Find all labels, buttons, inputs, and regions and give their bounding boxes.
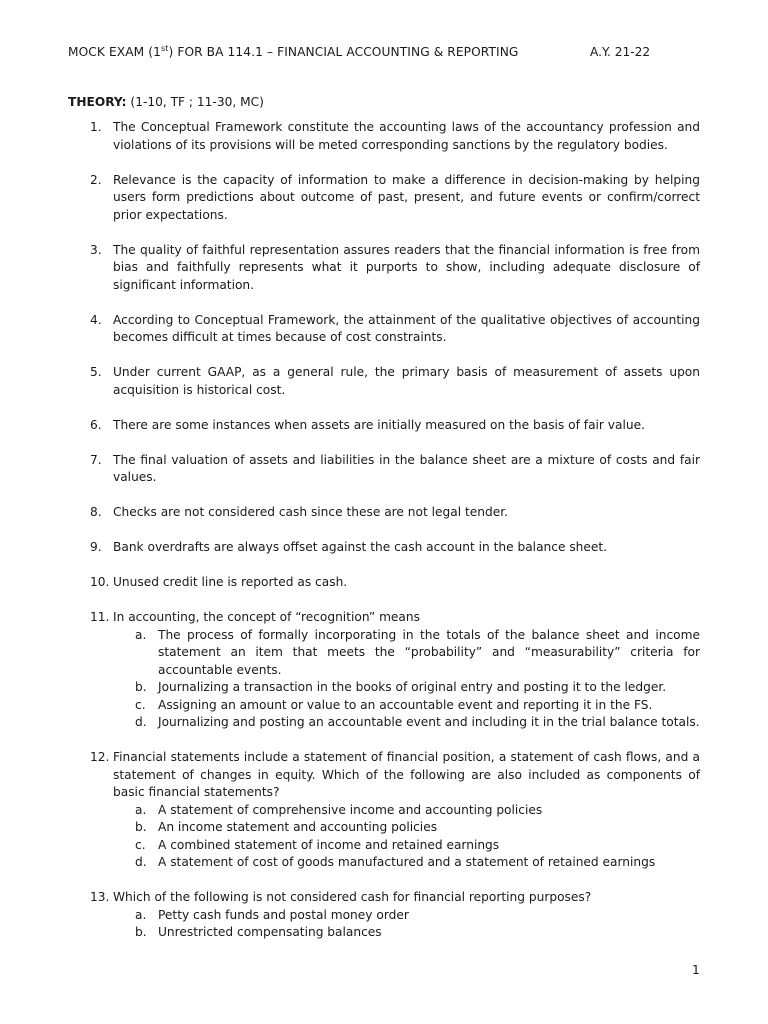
question-text: Relevance is the capacity of information to make a difference in decision-making by helping users form predictions about outcome of past, present, and future events or confirm/correct prior expectations.	[113, 172, 700, 222]
option-text: A combined statement of income and retained earnings	[158, 837, 500, 852]
question-item	[68, 119, 700, 154]
question-item	[68, 889, 700, 942]
question-number: 3.	[90, 242, 102, 257]
question-number: 5.	[90, 365, 102, 379]
question-item	[68, 312, 700, 347]
question-text: Which of the following is not considered cash for financial reporting purposes?	[113, 890, 592, 904]
question-item	[68, 417, 700, 435]
option-letter: a.	[135, 627, 147, 642]
option-letter: c.	[135, 837, 146, 852]
option-item	[113, 802, 700, 820]
option-letter: a.	[135, 907, 147, 922]
question-text: Checks are not considered cash since these are not legal tender.	[113, 505, 508, 519]
question-item	[68, 364, 700, 399]
question-text: The Conceptual Framework constitute the accounting laws of the accountancy profession and violations of its provisions will be meted corresponding sanctions by the regulatory bodies.	[113, 120, 700, 152]
question-number: 11.	[90, 610, 110, 624]
option-text: Journalizing a transaction in the books of original entry and posting it to the ledger.	[158, 680, 667, 694]
question-number: 12.	[90, 750, 110, 764]
question-text: Under current GAAP, as a general rule, the primary basis of measurement of assets upon acquisition is historical cost.	[113, 365, 700, 397]
question-item	[68, 539, 700, 557]
question-text: Financial statements include a statement of financial position, a statement of cash flows, and a statement of changes in equity. Which of the following are also included as components of basic financial statements?	[113, 750, 700, 799]
option-item	[113, 924, 700, 942]
question-text: Bank overdrafts are always offset against the cash account in the balance sheet.	[113, 540, 608, 554]
option-list	[113, 802, 700, 872]
question-list	[68, 119, 700, 959]
option-text: Assigning an amount or value to an accountable event and reporting it in the FS.	[158, 697, 653, 712]
exam-title: MOCK EXAM (1st) FOR BA 114.1 – FINANCIAL ACCOUNTING & REPORTING	[68, 44, 519, 59]
question-item	[68, 574, 700, 592]
question-item	[68, 609, 700, 732]
question-number: 2.	[90, 172, 102, 187]
option-item	[113, 837, 700, 855]
option-text: Journalizing and posting an accountable event and including it in the trial balance totals.	[158, 715, 700, 729]
option-text: A statement of cost of goods manufactured and a statement of retained earnings	[158, 855, 656, 869]
question-number: 10.	[90, 575, 110, 589]
option-text: A statement of comprehensive income and accounting policies	[158, 802, 543, 817]
option-letter: b.	[135, 680, 147, 694]
option-text: Petty cash funds and postal money order	[158, 907, 409, 922]
question-number: 8.	[90, 505, 102, 519]
option-list	[113, 907, 700, 942]
question-text: There are some instances when assets are initially measured on the basis of fair value.	[113, 417, 645, 432]
option-letter: d.	[135, 715, 147, 729]
option-letter: d.	[135, 855, 147, 869]
question-text: In accounting, the concept of “recognition” means	[113, 610, 420, 624]
option-text: The process of formally incorporating in the totals of the balance sheet and income statement an item that meets the “probability” and “measurability” criteria for accountable events.	[158, 627, 700, 677]
question-item	[68, 749, 700, 872]
question-text: According to Conceptual Framework, the attainment of the qualitative objectives of accounting becomes difficult at times because of cost constraints.	[113, 312, 700, 344]
option-item	[113, 907, 700, 925]
question-item	[68, 504, 700, 522]
question-item	[68, 172, 700, 225]
question-item	[68, 452, 700, 487]
option-letter: b.	[135, 820, 147, 834]
question-text: Unused credit line is reported as cash.	[113, 575, 348, 589]
option-item	[113, 714, 700, 732]
academic-year: A.Y. 21-22	[590, 45, 651, 59]
question-text: The quality of faithful representation assures readers that the financial information is free from bias and faithfully represents what it purports to show, including adequate disclosure of significant information.	[113, 242, 700, 292]
option-letter: b.	[135, 925, 147, 939]
option-item	[113, 627, 700, 680]
option-letter: a.	[135, 802, 147, 817]
option-text: An income statement and accounting policies	[158, 820, 438, 834]
theory-heading: THEORY: (1-10, TF ; 11-30, MC)	[68, 95, 264, 109]
option-list	[113, 627, 700, 732]
question-number: 1.	[90, 120, 102, 134]
page-header	[68, 45, 688, 63]
option-letter: c.	[135, 697, 146, 712]
option-item	[113, 697, 700, 715]
option-item	[113, 679, 700, 697]
question-number: 7.	[90, 452, 102, 467]
question-number: 4.	[90, 312, 102, 327]
option-text: Unrestricted compensating balances	[158, 925, 382, 939]
question-number: 6.	[90, 417, 102, 432]
question-number: 9.	[90, 540, 102, 554]
option-item	[113, 854, 700, 872]
question-text: The final valuation of assets and liabilities in the balance sheet are a mixture of costs and fair values.	[113, 452, 700, 484]
question-item	[68, 242, 700, 295]
question-number: 13.	[90, 890, 110, 904]
option-item	[113, 819, 700, 837]
page-number: 1	[692, 963, 700, 977]
